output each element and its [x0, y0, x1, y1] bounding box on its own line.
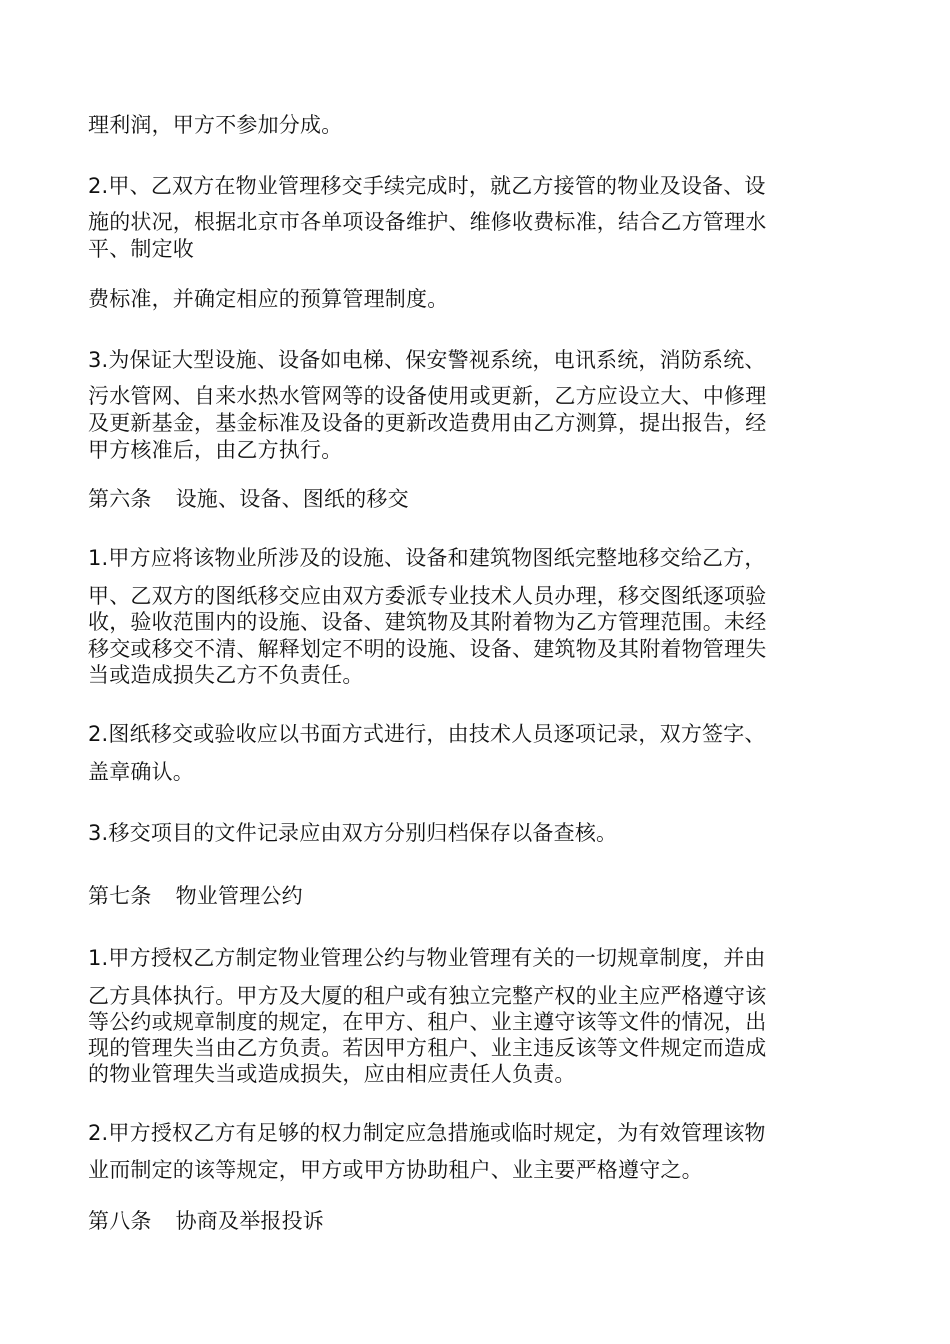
article-number: 第七条	[88, 884, 152, 908]
text-line: 业而制定的该等规定，甲方或甲方协助租户、业主要严格遵守之。	[88, 1158, 703, 1182]
text-line: 甲、乙双方的图纸移交应由双方委派专业技术人员办理，移交图纸逐项验	[88, 584, 767, 608]
article-title: 协商及举报投诉	[175, 1209, 325, 1233]
text-line: 费标准，并确定相应的预算管理制度。	[88, 287, 449, 311]
article-heading	[88, 883, 303, 909]
text-line: 收，验收范围内的设施、设备、建筑物及其附着物为乙方管理范围。未经	[88, 610, 767, 634]
text-line: 等公约或规章制度的规定，在甲方、租户、业主遵守该等文件的情况，出	[88, 1010, 767, 1034]
text-line: 当或造成损失乙方不负责任。	[88, 663, 364, 687]
text-line: 平、制定收	[88, 237, 194, 261]
text-line: 2.甲、乙双方在物业管理移交手续完成时，就乙方接管的物业及设备、设	[88, 174, 766, 198]
text-line: 3.为保证大型设施、设备如电梯、保安警视系统，电讯系统，消防系统、	[88, 348, 766, 372]
text-line: 2.甲方授权乙方有足够的权力制定应急措施或临时规定，为有效管理该物	[88, 1121, 766, 1145]
text-line: 盖章确认。	[88, 760, 194, 784]
article-heading	[88, 1208, 324, 1234]
text-line: 1.甲方授权乙方制定物业管理公约与物业管理有关的一切规章制度，并由	[88, 946, 766, 970]
article-number: 第六条	[88, 487, 152, 511]
text-line: 理利润，甲方不参加分成。	[88, 113, 343, 137]
article-number: 第八条	[88, 1209, 152, 1233]
text-line: 甲方核准后，由乙方执行。	[88, 438, 343, 462]
text-line: 污水管网、自来水热水管网等的设备使用或更新，乙方应设立大、中修理	[88, 384, 767, 408]
article-title: 设施、设备、图纸的移交	[175, 487, 409, 511]
text-line: 移交或移交不清、解释划定不明的设施、设备、建筑物及其附着物管理失	[88, 637, 767, 661]
text-line: 2.图纸移交或验收应以书面方式进行，由技术人员逐项记录，双方签字、	[88, 722, 766, 746]
text-line: 施的状况，根据北京市各单项设备维护、维修收费标准，结合乙方管理水	[88, 210, 767, 234]
text-line: 的物业管理失当或造成损失，应由相应责任人负责。	[88, 1062, 576, 1086]
article-heading	[88, 486, 409, 512]
text-line: 3.移交项目的文件记录应由双方分别归档保存以备查核。	[88, 821, 618, 845]
article-title: 物业管理公约	[175, 884, 303, 908]
text-line: 乙方具体执行。甲方及大厦的租户或有独立完整产权的业主应严格遵守该	[88, 984, 767, 1008]
text-line: 现的管理失当由乙方负责。若因甲方租户、业主违反该等文件规定而造成	[88, 1036, 767, 1060]
text-line: 1.甲方应将该物业所涉及的设施、设备和建筑物图纸完整地移交给乙方，	[88, 546, 766, 570]
text-line: 及更新基金，基金标准及设备的更新改造费用由乙方测算，提出报告，经	[88, 411, 767, 435]
